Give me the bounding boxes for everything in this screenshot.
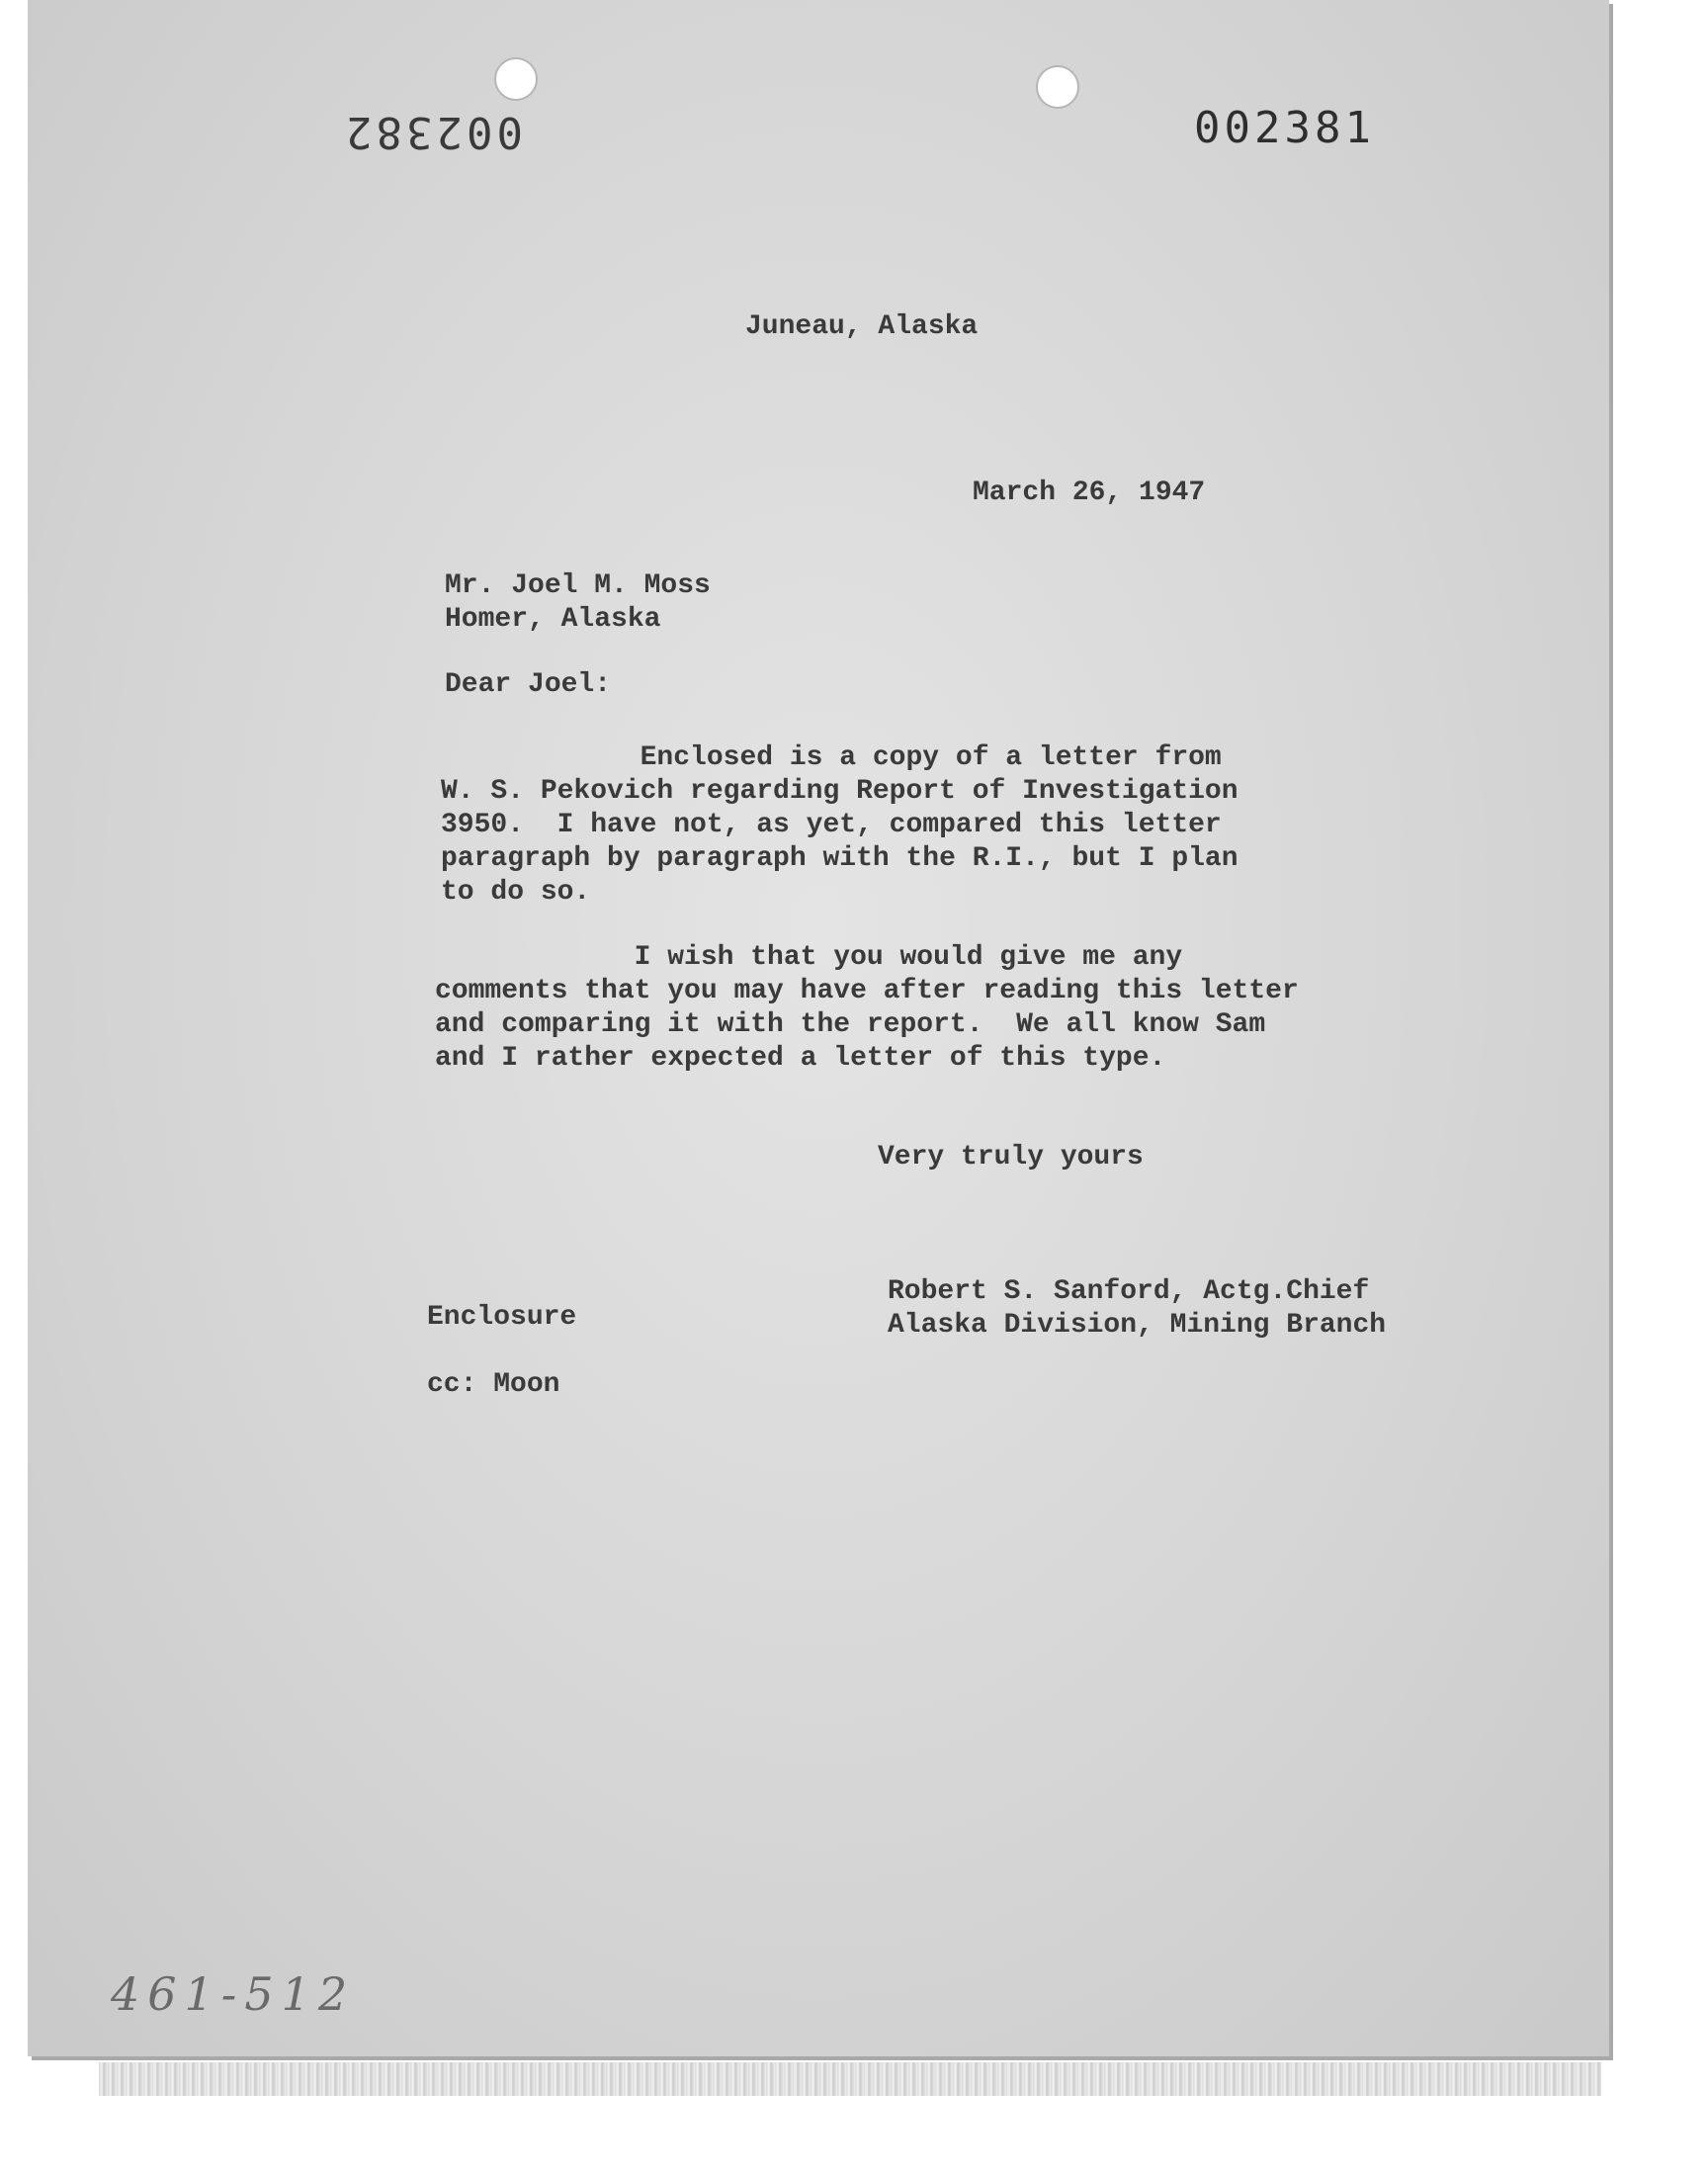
- mirrored-stamp-number: 002382: [342, 107, 523, 157]
- document-stamp-number: 002381: [1194, 103, 1375, 153]
- letter-date: March 26, 1947: [973, 478, 1206, 508]
- letter-closing: Very truly yours: [878, 1142, 1144, 1173]
- letter-enclosure: Enclosure: [427, 1302, 577, 1333]
- document-page: [28, 0, 1609, 2056]
- letter-paragraph-1: Enclosed is a copy of a letter from W. S. Pekovich regarding Report of Investigation 3950. I have not, as yet, compared this letter paragraph by paragraph with the R.I., but I plan to do so.: [441, 742, 1238, 908]
- letter-signature: Robert S. Sanford, Actg.Chief Alaska Division, Mining Branch: [888, 1276, 1387, 1341]
- letter-place: Juneau, Alaska: [745, 311, 979, 342]
- letter-addressee: Mr. Joel M. Moss Homer, Alaska: [445, 570, 711, 635]
- letter-cc: cc: Moon: [427, 1369, 560, 1400]
- scan-artifact: [99, 2062, 1601, 2096]
- letter-paragraph-2: I wish that you would give me any comments that you may have after reading this letter and comparing it with the report. We all know Sam and I rather expected a letter of this type.: [435, 942, 1299, 1074]
- punch-hole: [494, 57, 538, 101]
- letter-salutation: Dear Joel:: [445, 669, 612, 700]
- handwritten-note: 461-512: [111, 1967, 356, 2021]
- punch-hole: [1036, 65, 1079, 109]
